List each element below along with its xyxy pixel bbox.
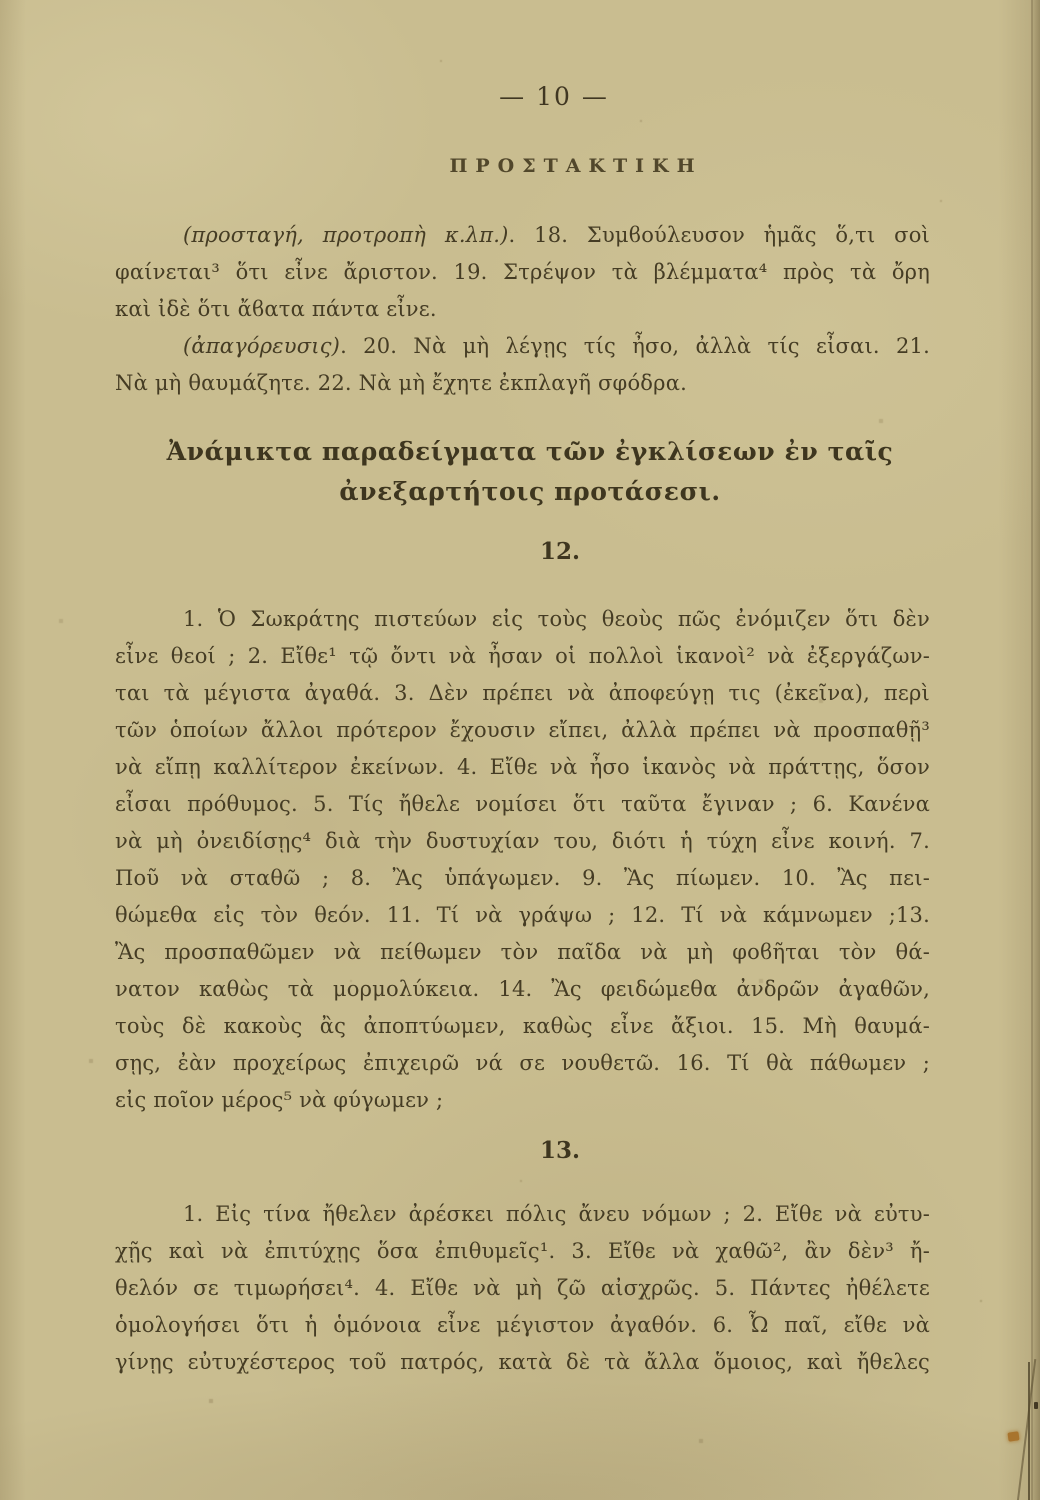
italic-lead-in: (ἀπαγόρευσις) bbox=[183, 334, 341, 358]
page-number: — 10 — bbox=[499, 82, 609, 111]
text-line: ται τὰ μέγιστα ἀγαθά. 3. Δὲν πρέπει νὰ ἀποφεύγῃ τις (ἐκεῖνα), περὶ bbox=[115, 681, 930, 705]
text-line: φαίνεται³ ὅτι εἶνε ἄριστον. 19. Στρέψον τὰ βλέμματα⁴ πρὸς τὰ ὄρη bbox=[115, 260, 930, 284]
text-line: Ἂς προσπαθῶμεν νὰ πείθωμεν τὸν παῖδα νὰ μὴ φοϐῆται τὸν θά- bbox=[115, 940, 930, 964]
mixed-examples-heading bbox=[10, 432, 1040, 512]
text-line bbox=[115, 217, 930, 254]
heading-line-1: Ἀνάμικτα παραδείγματα τῶν ἐγκλίσεων ἐν ταῖς bbox=[166, 437, 894, 466]
edge-ink-dot bbox=[1034, 1402, 1038, 1409]
text-segment: . 18. Συμϐούλευσον ἡμᾶς ὅ,τι σοὶ bbox=[508, 223, 930, 247]
text-line bbox=[115, 328, 930, 365]
text-line: θώμεθα εἰς τὸν θεόν. 11. Τί νὰ γράψω ; 12. Τί νὰ κάμνωμεν ;13. bbox=[115, 903, 930, 927]
text-line: νὰ εἴπῃ καλλίτερον ἐκείνων. 4. Εἴθε νὰ ἦσο ἱκανὸς νὰ πράττῃς, ὅσον bbox=[115, 755, 930, 779]
exercise-13-column bbox=[115, 1196, 930, 1381]
text-line: νὰ μὴ ὀνειδίσῃς⁴ διὰ τὴν δυστυχίαν του, διότι ἡ τύχη εἶνε κοινή. 7. bbox=[115, 829, 930, 853]
exercise-12-column bbox=[115, 601, 930, 1119]
text-line: καὶ ἰδὲ ὅτι ἄϐατα πάντα εἶνε. bbox=[115, 297, 437, 321]
exercise-12-text bbox=[115, 601, 930, 1119]
text-line: χῇς καὶ νὰ ἐπιτύχῃς ὅσα ἐπιθυμεῖς¹. 3. Εἴθε νὰ χαθῶ², ἂν δὲν³ ἤ- bbox=[115, 1239, 930, 1263]
text-line: εἰς ποῖον μέρος⁵ νὰ φύγωμεν ; bbox=[115, 1088, 444, 1112]
exercise-13-text bbox=[115, 1196, 930, 1381]
exercise-number-13: 13. bbox=[539, 1137, 580, 1164]
intro-text-column bbox=[115, 217, 930, 402]
text-line: 1. Εἰς τίνα ἤθελεν ἀρέσκει πόλις ἄνευ νόμων ; 2. Εἴθε νὰ εὐτυ- bbox=[183, 1202, 930, 1226]
section-kicker: ΠΡΟΣΤΑΚΤΙΚΗ bbox=[449, 155, 703, 177]
paragraph-prohibition bbox=[115, 328, 930, 402]
rust-stain bbox=[1007, 1431, 1019, 1441]
text-line: Ποῦ νὰ σταθῶ ; 8. Ἂς ὑπάγωμεν. 9. Ἂς πίωμεν. 10. Ἂς πει- bbox=[115, 866, 930, 890]
page-edge-line bbox=[1031, 0, 1033, 1500]
text-line: θελόν σε τιμωρήσει⁴. 4. Εἴθε νὰ μὴ ζῶ αἰσχρῶς. 5. Πάντες ἠθέλετε bbox=[115, 1276, 930, 1300]
text-line: ὁμολογήσει ὅτι ἡ ὁμόνοια εἶνε μέγιστον ἀγαθόν. 6. Ὦ παῖ, εἴθε νὰ bbox=[115, 1313, 930, 1337]
text-line: εἶνε θεοί ; 2. Εἴθε¹ τῷ ὄντι νὰ ἦσαν οἱ πολλοὶ ἱκανοὶ² νὰ ἐξεργάζων- bbox=[115, 644, 930, 668]
text-line: νατον καθὼς τὰ μορμολύκεια. 14. Ἂς φειδώμεθα ἀνδρῶν ἀγαθῶν, bbox=[115, 977, 930, 1001]
text-line: Νὰ μὴ θαυμάζητε. 22. Νὰ μὴ ἔχητε ἐκπλαγῆ σφόδρα. bbox=[115, 371, 687, 395]
text-line: 1. Ὁ Σωκράτης πιστεύων εἰς τοὺς θεοὺς πῶς ἐνόμιζεν ὅτι δὲν bbox=[183, 607, 930, 631]
italic-lead-in: (προσταγή, προτροπὴ κ.λπ.) bbox=[183, 223, 509, 247]
text-line: τῶν ὁποίων ἄλλοι πρότερον ἔχουσιν εἴπει, ἀλλὰ πρέπει νὰ προσπαθῇ³ bbox=[115, 718, 930, 742]
heading-line-2: ἀνεξαρτήτοις προτάσεσι. bbox=[339, 477, 721, 506]
page-edge-line-bottom bbox=[1028, 1362, 1030, 1500]
paper-specks bbox=[0, 0, 2, 2]
text-segment: . 20. Νὰ μὴ λέγῃς τίς ἦσο, ἀλλὰ τίς εἶσαι. 21. bbox=[340, 334, 930, 358]
paragraph-commands bbox=[115, 217, 930, 328]
exercise-number-12: 12. bbox=[539, 538, 580, 565]
text-line: εἶσαι πρόθυμος. 5. Τίς ἤθελε νομίσει ὅτι ταῦτα ἔγιναν ; 6. Κανένα bbox=[115, 792, 930, 816]
text-line: σῃς, ἐὰν προχείρως ἐπιχειρῶ νά σε νουθετῶ. 16. Τί θὰ πάθωμεν ; bbox=[115, 1051, 930, 1075]
text-line: γίνῃς εὐτυχέστερος τοῦ πατρός, κατὰ δὲ τὰ ἄλλα ὅμοιος, καὶ ἤθελες bbox=[115, 1350, 930, 1374]
text-line: τοὺς δὲ κακοὺς ἂς ἀποπτύωμεν, καθὼς εἶνε ἄξιοι. 15. Μὴ θαυμά- bbox=[115, 1014, 930, 1038]
